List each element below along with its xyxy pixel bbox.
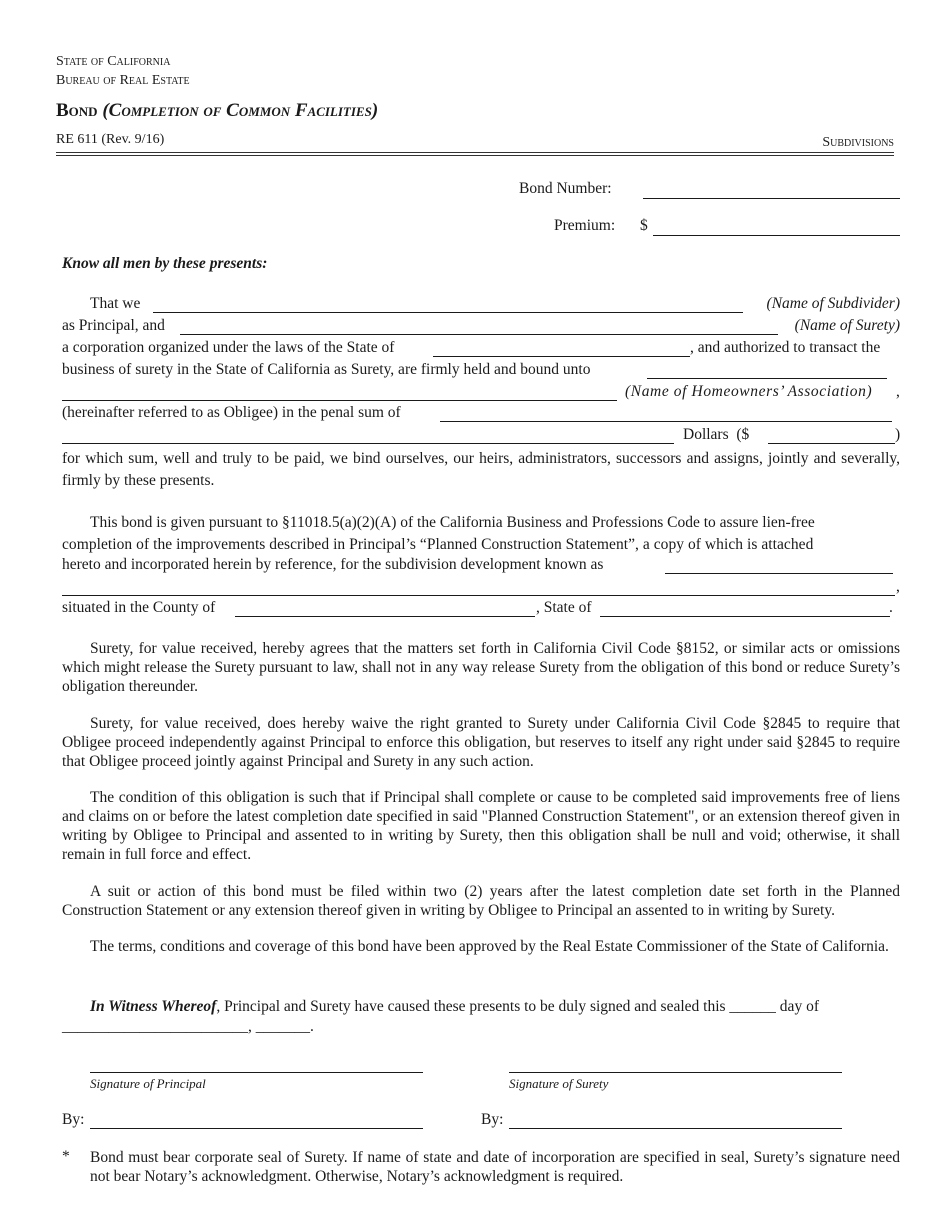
para2-line2: completion of the improvements described in Principal’s “Planned Construction Statement”, a copy of which is attached — [62, 536, 814, 553]
bond-number-label: Bond Number: — [519, 180, 612, 197]
title-bond: Bond — [56, 100, 98, 121]
state-heading: State of California — [56, 54, 171, 69]
principal-label: as Principal, and — [62, 317, 165, 334]
know-all-heading: Know all men by these presents: — [62, 255, 268, 272]
witness-rest: , Principal and Surety have caused these presents to be duly signed and sealed this ______ day of — [216, 998, 819, 1015]
para3: Surety, for value received, hereby agrees that the matters set forth in California Civil Code §8152, or similar acts or omissions which might release the Surety pursuant to law, shall not in any way release Surety from the obligation of this bond or reduce Surety’s obligation thereunder. — [62, 640, 900, 695]
subdivider-name-field[interactable] — [153, 312, 743, 313]
state-field[interactable] — [600, 616, 890, 617]
principal-signature-label: Signature of Principal — [90, 1076, 206, 1091]
surety-name-field[interactable] — [180, 334, 778, 335]
development-name-field-2[interactable] — [62, 595, 895, 596]
premium-field[interactable] — [653, 235, 900, 236]
surety-note: (Name of Surety) — [794, 317, 900, 334]
obligee-field-a[interactable] — [647, 378, 887, 379]
footnote-asterisk: * — [62, 1148, 70, 1165]
witness-clause — [62, 996, 900, 1018]
obligee-text: (hereinafter referred to as Obligee) in the penal sum of — [62, 404, 401, 421]
penal-sum-words-field[interactable] — [440, 421, 892, 422]
by-right-field[interactable] — [509, 1128, 842, 1129]
surety-signature-label: Signature of Surety — [509, 1076, 609, 1091]
para2-line3: hereto and incorporated herein by reference, for the subdivision development known as — [62, 556, 604, 573]
dollars-label: Dollars ($ — [683, 426, 750, 443]
para5: The condition of this obligation is such that if Principal shall complete or cause to be completed said improvements free of liens and claims on or before the latest completion date specified in said "Planned Construction Statement", or an extension thereof given in writing by Obligee to Principal and assented to in writing by Surety, then this obligation shall be null and void; otherwise, it shall remain in full force and effect. — [62, 789, 900, 863]
form-title — [56, 100, 378, 122]
header-rule — [56, 152, 894, 153]
witness-bold: In Witness Whereof — [90, 998, 217, 1015]
by-left-label: By: — [62, 1111, 85, 1128]
state-incorporation-field[interactable] — [433, 356, 690, 357]
principal-signature-field[interactable] — [90, 1072, 423, 1073]
hoa-note: (Name of Homeowners’ Association) — [625, 383, 873, 400]
para2-line1: This bond is given pursuant to §11018.5(a)(2)(A) of the California Business and Professions Code to assure lien-free — [90, 514, 815, 531]
form-number: RE 611 (Rev. 9/16) — [56, 132, 165, 147]
para2-comma: , — [896, 578, 900, 595]
county-field[interactable] — [235, 616, 535, 617]
para4: Surety, for value received, does hereby waive the right granted to Surety under California Civil Code §2845 to require that Obligee proceed independently against Principal to enforce this obligation, but reserves to itself any right under said §2845 to require that Obligee proceed jointly against Principal and Surety in any such action. — [62, 715, 900, 770]
para7: The terms, conditions and coverage of this bond have been approved by the Real Estate Commissioner of the State of California. — [90, 938, 889, 955]
obligee-field-b[interactable] — [62, 400, 617, 401]
development-name-field[interactable] — [665, 573, 893, 574]
penal-sum-amount-field[interactable] — [768, 443, 895, 444]
that-we-label: That we — [90, 295, 141, 312]
dollars-close: ) — [895, 426, 901, 443]
hoa-comma: , — [896, 383, 900, 400]
bind-ourselves-text: for which sum, well and truly to be paid, we bind ourselves, our heirs, administrators, successors and assigns, jointly and severally, firmly by these presents. — [62, 450, 900, 489]
header-rule-2 — [56, 155, 894, 156]
witness-date-field[interactable]: ________________________, _______. — [62, 1018, 314, 1035]
by-left-field[interactable] — [90, 1128, 423, 1129]
premium-label: Premium: — [554, 217, 616, 234]
state-label: , State of — [536, 599, 592, 616]
surety-signature-field[interactable] — [509, 1072, 842, 1073]
category-label: Subdivisions — [822, 135, 894, 150]
bureau-heading: Bureau of Real Estate — [56, 73, 190, 88]
business-surety-text: business of surety in the State of California as Surety, are firmly held and bound unto — [62, 361, 591, 378]
state-period: . — [889, 599, 893, 616]
footnote-text: Bond must bear corporate seal of Surety. If name of state and date of incorporation are specified in seal, Surety’s signature need not bear Notary’s acknowledgment. Otherwise, Notary’s acknowledgment is required. — [90, 1149, 900, 1185]
bond-number-field[interactable] — [643, 198, 900, 199]
state-of-label: a corporation organized under the laws of the State of — [62, 339, 395, 356]
premium-currency: $ — [640, 217, 648, 234]
subdivider-note: (Name of Subdivider) — [766, 295, 900, 312]
authorized-text: , and authorized to transact the — [690, 339, 881, 356]
title-subtitle: (Completion of Common Facilities) — [102, 100, 379, 121]
para6: A suit or action of this bond must be filed within two (2) years after the latest completion date set forth in the Planned Construction Statement or any extension thereof given in writing by Obligee to Principal an assented to in writing by Surety. — [62, 883, 900, 919]
county-label: situated in the County of — [62, 599, 216, 616]
by-right-label: By: — [481, 1111, 504, 1128]
penal-sum-words-field-2[interactable] — [62, 443, 674, 444]
